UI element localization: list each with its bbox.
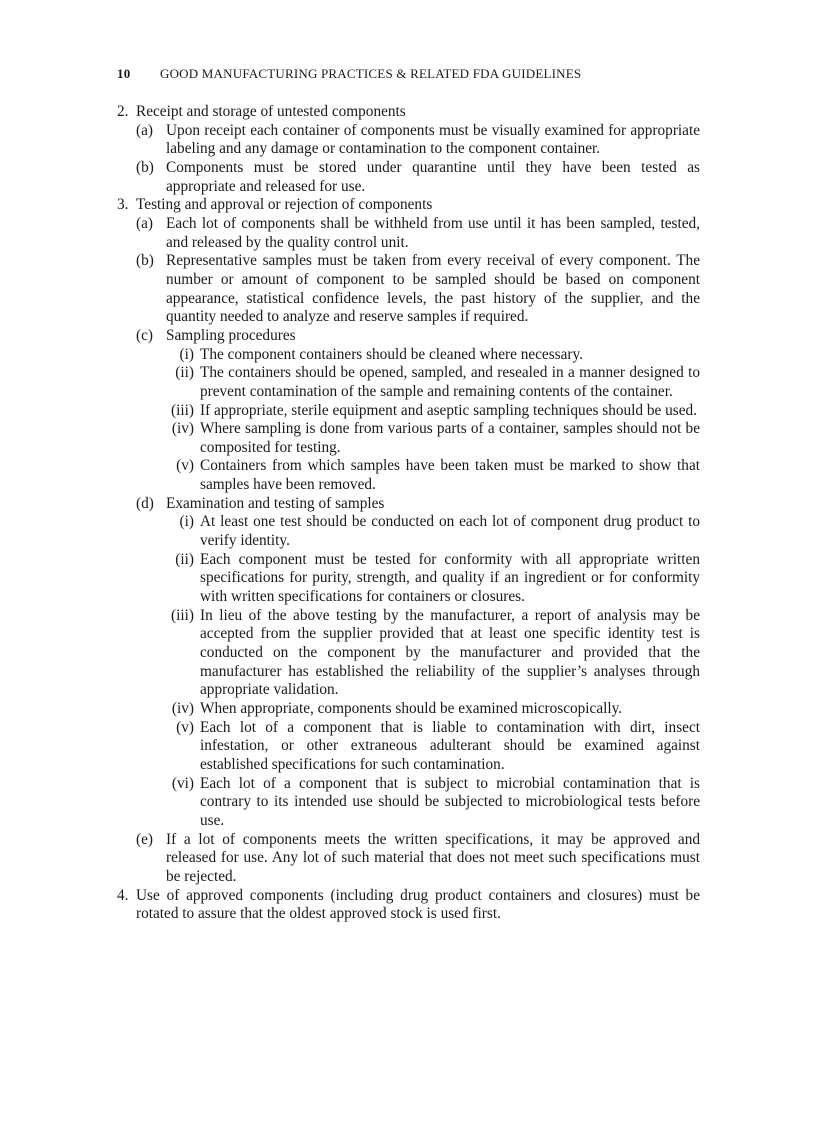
item-label: (b)	[136, 158, 154, 176]
item-label: (a)	[136, 121, 153, 139]
item-text: Examination and testing of samples	[166, 494, 385, 512]
item-label: (b)	[136, 252, 154, 270]
sub-item	[166, 364, 700, 401]
section-4	[117, 887, 700, 924]
list-item	[136, 831, 700, 887]
item-text: If a lot of components meets the written specifications, it may be approved and released for use. Any lot of such material that does not meet such specifications must be rejected.	[166, 830, 700, 885]
section-label: 3.	[117, 196, 129, 214]
list-item	[136, 122, 700, 159]
item-label: (a)	[136, 214, 153, 232]
sub-item-text: If appropriate, sterile equipment and aseptic sampling techniques should be used.	[200, 401, 698, 419]
list-item	[136, 159, 700, 196]
item-text: Each lot of components shall be withheld from use until it has been sampled, tested, and released by the quality control unit.	[166, 214, 700, 251]
section-heading: Testing and approval or rejection of components	[136, 196, 433, 214]
section-3	[117, 196, 700, 215]
sub-item-text: Each lot of a component that is liable to contamination with dirt, insect infestation, or other extraneous adulterant should be examined against established specifications for such contamination.	[200, 718, 700, 773]
section-label: 4.	[117, 886, 129, 904]
sub-item-label: (ii)	[175, 364, 194, 382]
sub-item-text: Containers from which samples have been taken must be marked to show that samples have been removed.	[200, 457, 700, 494]
sub-item	[166, 719, 700, 775]
item-label: (c)	[136, 326, 153, 344]
sub-item	[166, 607, 700, 700]
sub-item	[166, 551, 700, 607]
sub-item-text: The component containers should be cleaned where necessary.	[200, 345, 583, 363]
sub-item-label: (i)	[179, 345, 194, 363]
running-header	[117, 66, 707, 86]
list-item	[136, 215, 700, 252]
sub-item	[166, 420, 700, 457]
sub-item	[166, 700, 700, 719]
section-heading: Receipt and storage of untested components	[136, 103, 406, 120]
item-label: (e)	[136, 830, 153, 848]
sub-item-text: The containers should be opened, sampled, and resealed in a manner designed to prevent contamination of the sample and remaining contents of the container.	[200, 364, 700, 400]
list-item	[136, 252, 700, 327]
list-item	[136, 327, 700, 346]
section-heading: Use of approved components (including drug product containers and closures) must be rotated to assure that the oldest approved stock is used first.	[136, 886, 700, 923]
item-label: (d)	[136, 494, 154, 512]
sub-item-text: Each lot of a component that is subject to microbial contamination that is contrary to its intended use should be subjected to microbiological tests before use.	[200, 774, 700, 829]
section-2	[117, 103, 700, 122]
sub-item-label: (iii)	[171, 401, 194, 419]
list-item	[136, 495, 700, 514]
page-number: 10	[117, 66, 131, 81]
sub-item	[166, 402, 700, 421]
sub-item-label: (vi)	[171, 774, 194, 792]
item-text: Representative samples must be taken from every receival of every component. The number or amount of component to be sampled should be based on component appearance, statistical confidence levels, the past history of the supplier, and the quantity needed to analyze and reserve samples if required.	[166, 252, 700, 326]
document-body	[117, 103, 700, 924]
sub-item-text: In lieu of the above testing by the manufacturer, a report of analysis may be accepted from the supplier provided that at least one specific identity test is conducted on the component by the manufacturer and provided that the manufacturer has established the reliability of the supplier’s analyses through appropriate validation.	[200, 606, 700, 699]
sub-item-label: (v)	[176, 457, 194, 475]
section-label: 2.	[117, 103, 129, 120]
sub-item-text: When appropriate, components should be examined microscopically.	[200, 700, 623, 717]
sub-item-text: Where sampling is done from various parts of a container, samples should not be composited for testing.	[200, 420, 700, 456]
sub-item-label: (ii)	[175, 550, 194, 568]
item-text: Sampling procedures	[166, 326, 296, 344]
running-title: GOOD MANUFACTURING PRACTICES & RELATED FDA GUIDELINES	[160, 66, 582, 81]
sub-item	[166, 775, 700, 831]
item-text: Components must be stored under quarantine until they have been tested as appropriate and released for use.	[166, 158, 700, 195]
sub-item	[166, 346, 700, 365]
sub-item-label: (iv)	[171, 420, 194, 438]
sub-item-label: (iii)	[171, 606, 194, 624]
sub-item-label: (i)	[179, 513, 194, 531]
sub-item-text: At least one test should be conducted on each lot of component drug product to verify identity.	[200, 513, 700, 550]
sub-item-label: (iv)	[171, 700, 194, 717]
sub-item	[166, 457, 700, 494]
sub-item-text: Each component must be tested for conformity with all appropriate written specifications for purity, strength, and quality if an ingredient or for conformity with written specifications for containers or closures.	[200, 550, 700, 606]
sub-item-label: (v)	[176, 718, 194, 736]
item-text: Upon receipt each container of components must be visually examined for appropriate labeling and any damage or contamination to the component container.	[166, 121, 700, 158]
sub-item	[166, 513, 700, 550]
